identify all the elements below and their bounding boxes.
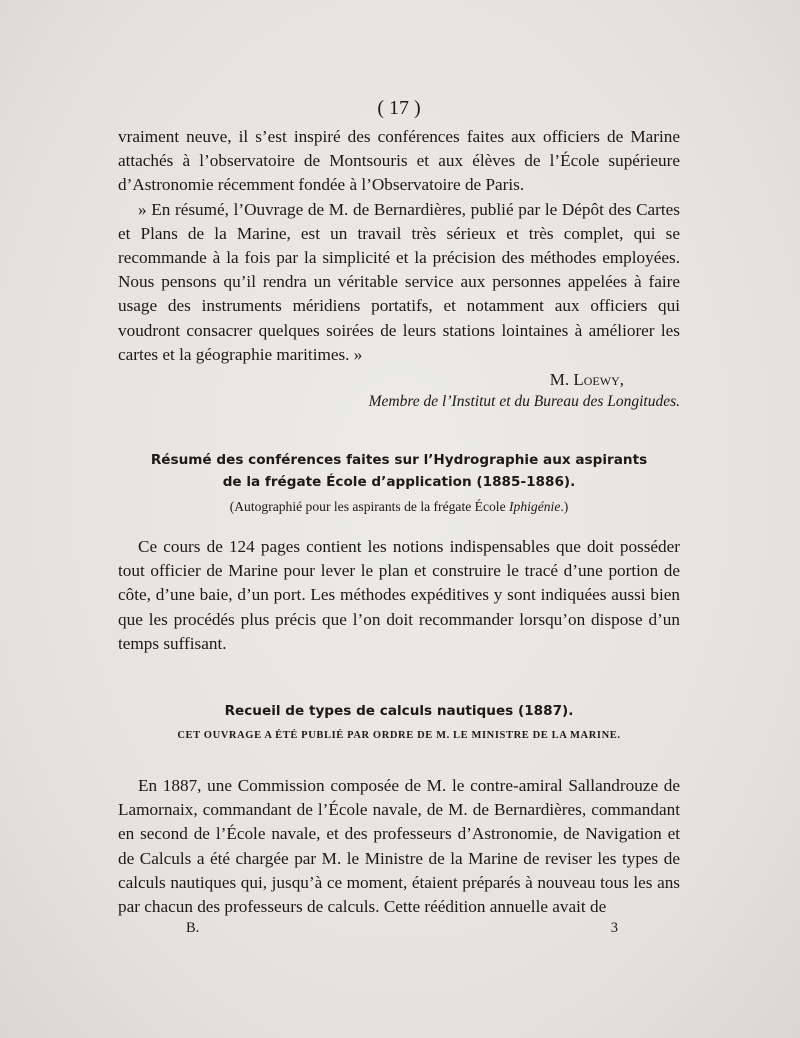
signature-title: Membre de l’Institut et du Bureau des Longitudes. bbox=[368, 393, 680, 411]
footer-sheet-number: 3 bbox=[610, 920, 618, 937]
page-number: ( 17 ) bbox=[377, 97, 421, 119]
section-note-ordre-ministre: CET OUVRAGE A ÉTÉ PUBLIÉ PAR ORDRE DE M. LE MINISTRE DE LA MARINE. bbox=[177, 730, 621, 742]
paragraph-hydrographie-course: Ce cours de 124 pages contient les notions indispensables que doit posséder tout officier de Marine pour lever le plan et construire le tracé d’une portion de côte, d’une baie, d’un port. Les méthodes expéditives y sont indiquées aussi bien que les procédés plus précis que l’on doit recommander lorsqu’on dispose d’un temps suffisant. bbox=[118, 537, 680, 653]
note-ship-name: Iphigénie bbox=[509, 499, 561, 515]
spacer bbox=[118, 413, 680, 449]
page-footer bbox=[186, 919, 618, 937]
note-suffix: .) bbox=[560, 499, 569, 515]
section-title-calculs-nautiques: Recueil de types de calculs nautiques (1887). bbox=[224, 703, 574, 720]
page-content bbox=[118, 96, 680, 937]
section-title-hydrographie-line2: de la frégate École d’application (1885-1886). bbox=[222, 474, 576, 491]
spacer bbox=[118, 656, 680, 700]
signature-name: M. Loewy, bbox=[549, 370, 624, 390]
section-title-hydrographie-line1: Résumé des conférences faites sur l’Hydrographie aux aspirants bbox=[150, 452, 648, 469]
spacer bbox=[118, 744, 680, 774]
note-prefix: (Autographié pour les aspirants de la frégate École bbox=[229, 499, 510, 515]
section-note-autographie bbox=[118, 497, 680, 517]
paragraph-commission: En 1887, une Commission composée de M. le contre-amiral Sallandrouze de Lamornaix, commandant de l’École navale, de M. de Bernardières, commandant en second de l’École navale, et des professeurs d’Astronomie, de Navigation et de Calculs a été chargée par M. le Ministre de la Marine de reviser les types de calculs nautiques qui, jusqu’à ce moment, étaient préparés à nouveau tous les ans par chacun des professeurs de calculs. Cette réédition annuelle avait de bbox=[118, 776, 680, 917]
paragraph-summary-quote: » En résumé, l’Ouvrage de M. de Bernardières, publié par le Dépôt des Cartes et Plans de la Marine, est un travail très sérieux et très complet, qui se recommande à la fois par la simplicité et la précision des méthodes employées. Nous pensons qu’il rendra un véritable service aux personnes appelées à faire usage des instruments méridiens portatifs, et notamment aux officiers qui voudront consacrer quelques soirées de leurs stations lointaines à améliorer les cartes et la géographie maritimes. » bbox=[118, 199, 680, 364]
spacer bbox=[118, 517, 680, 535]
paragraph-continued: vraiment neuve, il s’est inspiré des conférences faites aux officiers de Marine attachés à l’observatoire de Montsouris et aux élèves de l’École supérieure d’Astronomie récemment fondée à l’Observatoire de Paris. bbox=[118, 127, 680, 195]
footer-signature-mark: B. bbox=[186, 920, 200, 937]
